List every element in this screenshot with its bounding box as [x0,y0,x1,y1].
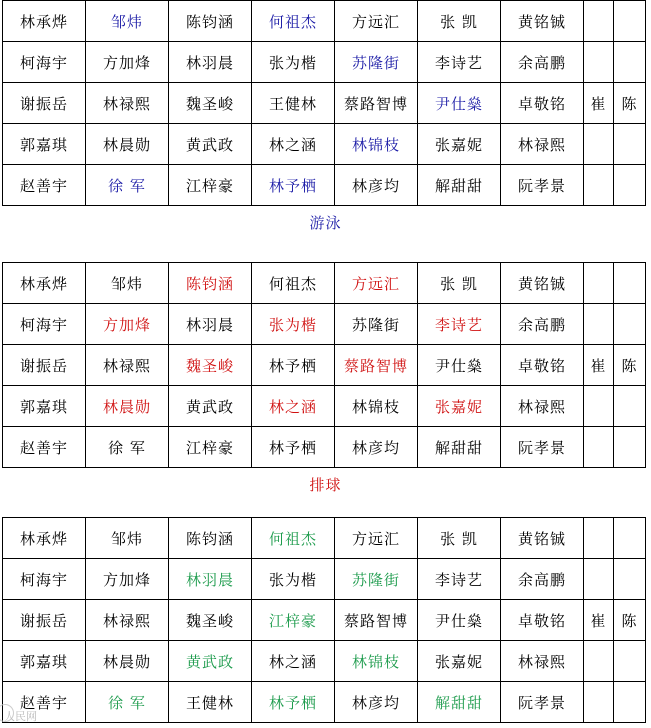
table-row [3,304,646,345]
name-cell: 柯海宇 [3,304,86,345]
table-row [3,124,646,165]
table-row [3,427,646,468]
name-cell: 江梓豪 [252,600,335,641]
name-cell: 余高鹏 [501,304,584,345]
name-cell: 郭嘉琪 [3,641,86,682]
name-cell: 林予栖 [252,345,335,386]
table-row [3,559,646,600]
name-cell: 陈钧涵 [169,263,252,304]
name-cell: 陈钧涵 [169,1,252,42]
name-cell: 方加烽 [86,304,169,345]
name-cell: 阮孝景 [501,427,584,468]
name-cell: 余高鹏 [501,42,584,83]
name-cell: 尹仕燊 [418,600,501,641]
table-row [3,600,646,641]
name-cell: 陈 [614,600,646,641]
empty-cell [584,263,614,304]
table-row [3,83,646,124]
table-row [3,263,646,304]
name-cell: 卓敬铭 [501,600,584,641]
empty-cell [614,1,646,42]
name-cell: 黄武政 [169,386,252,427]
name-cell: 苏隆街 [335,559,418,600]
empty-cell [614,263,646,304]
heading-volleyball: 排球 [309,476,342,494]
name-cell: 林彦均 [335,165,418,206]
name-cell: 苏隆街 [335,42,418,83]
name-cell: 崔 [584,600,614,641]
name-cell: 陈 [614,345,646,386]
seating-table-3 [2,517,646,723]
name-cell: 王健林 [252,83,335,124]
name-cell: 崔 [584,345,614,386]
name-cell: 张嘉妮 [418,124,501,165]
name-cell: 陈钧涵 [169,518,252,559]
name-cell: 方远汇 [335,263,418,304]
name-cell: 林之涵 [252,641,335,682]
name-cell: 林彦均 [335,682,418,723]
name-cell: 何祖杰 [252,263,335,304]
name-cell: 林羽晨 [169,42,252,83]
name-cell: 林晨勋 [86,124,169,165]
name-cell: 林禄熙 [86,345,169,386]
table-body [3,263,646,468]
table-row [3,345,646,386]
name-cell: 林之涵 [252,124,335,165]
name-cell: 余高鹏 [501,559,584,600]
name-cell: 李诗艺 [418,559,501,600]
name-cell: 王健林 [169,682,252,723]
name-cell: 林承烨 [3,263,86,304]
name-cell: 林之涵 [252,386,335,427]
name-cell: 林晨勋 [86,641,169,682]
name-cell: 林予栖 [252,165,335,206]
name-cell: 柯海宇 [3,42,86,83]
name-cell: 林予栖 [252,427,335,468]
name-cell: 卓敬铭 [501,83,584,124]
name-cell: 阮孝景 [501,682,584,723]
name-cell: 解甜甜 [418,427,501,468]
name-cell: 谢振岳 [3,345,86,386]
table-row [3,42,646,83]
empty-cell [614,641,646,682]
name-cell: 林禄熙 [501,641,584,682]
table-body [3,518,646,723]
empty-cell [614,386,646,427]
seating-table-2 [2,262,646,468]
name-cell: 谢振岳 [3,83,86,124]
table-row [3,641,646,682]
name-cell: 陈 [614,83,646,124]
name-cell: 魏圣峻 [169,83,252,124]
name-cell: 赵善宇 [3,165,86,206]
empty-cell [614,427,646,468]
name-cell: 林承烨 [3,1,86,42]
name-cell: 魏圣峻 [169,345,252,386]
name-cell: 林承烨 [3,518,86,559]
name-cell: 邹炜 [86,263,169,304]
empty-cell [614,518,646,559]
name-cell: 方加烽 [86,559,169,600]
name-cell: 张为楷 [252,559,335,600]
name-cell: 尹仕燊 [418,345,501,386]
name-cell: 苏隆街 [335,304,418,345]
name-cell: 林彦均 [335,427,418,468]
empty-cell [614,124,646,165]
name-cell: 徐 军 [86,165,169,206]
name-cell: 谢振岳 [3,600,86,641]
name-cell: 邹炜 [86,518,169,559]
name-cell: 解甜甜 [418,682,501,723]
name-cell: 林锦枝 [335,124,418,165]
empty-cell [614,682,646,723]
name-cell: 江梓豪 [169,427,252,468]
name-cell: 李诗艺 [418,304,501,345]
empty-cell [614,42,646,83]
name-cell: 黄铭铖 [501,1,584,42]
name-cell: 邹炜 [86,1,169,42]
name-cell: 黄铭铖 [501,518,584,559]
table-row [3,682,646,723]
name-cell: 张嘉妮 [418,641,501,682]
empty-cell [584,641,614,682]
name-cell: 黄武政 [169,124,252,165]
table-body [3,1,646,206]
name-cell: 何祖杰 [252,518,335,559]
name-cell: 赵善宇 [3,682,86,723]
name-cell: 张 凯 [418,263,501,304]
empty-cell [614,559,646,600]
name-cell: 方远汇 [335,1,418,42]
name-cell: 林锦枝 [335,386,418,427]
name-cell: 张 凯 [418,1,501,42]
name-cell: 林禄熙 [501,386,584,427]
name-cell: 张 凯 [418,518,501,559]
name-cell: 解甜甜 [418,165,501,206]
name-cell: 江梓豪 [169,165,252,206]
name-cell: 林禄熙 [86,83,169,124]
empty-cell [584,682,614,723]
name-cell: 方加烽 [86,42,169,83]
name-cell: 柯海宇 [3,559,86,600]
name-cell: 林予栖 [252,682,335,723]
name-cell: 郭嘉琪 [3,124,86,165]
empty-cell [584,559,614,600]
empty-cell [584,124,614,165]
empty-cell [584,386,614,427]
name-cell: 张嘉妮 [418,386,501,427]
name-cell: 林羽晨 [169,304,252,345]
name-cell: 魏圣峻 [169,600,252,641]
empty-cell [584,518,614,559]
empty-cell [614,165,646,206]
seating-table-1 [2,0,646,206]
name-cell: 阮孝景 [501,165,584,206]
name-cell: 徐 军 [86,682,169,723]
heading-swimming: 游泳 [309,214,342,232]
name-cell: 林锦枝 [335,641,418,682]
name-cell: 崔 [584,83,614,124]
table-row [3,518,646,559]
empty-cell [584,42,614,83]
watermark: 人民网 [4,710,37,723]
name-cell: 郭嘉琪 [3,386,86,427]
table-row [3,165,646,206]
name-cell: 尹仕燊 [418,83,501,124]
name-cell: 何祖杰 [252,1,335,42]
name-cell: 徐 军 [86,427,169,468]
name-cell: 黄铭铖 [501,263,584,304]
table-row [3,386,646,427]
empty-cell [584,165,614,206]
name-cell: 卓敬铭 [501,345,584,386]
name-cell: 林羽晨 [169,559,252,600]
name-cell: 张为楷 [252,42,335,83]
empty-cell [584,427,614,468]
name-cell: 黄武政 [169,641,252,682]
name-cell: 蔡路智博 [335,83,418,124]
name-cell: 赵善宇 [3,427,86,468]
empty-cell [584,1,614,42]
empty-cell [614,304,646,345]
table-row [3,1,646,42]
name-cell: 蔡路智博 [335,345,418,386]
name-cell: 林禄熙 [86,600,169,641]
name-cell: 张为楷 [252,304,335,345]
name-cell: 林禄熙 [501,124,584,165]
name-cell: 李诗艺 [418,42,501,83]
name-cell: 蔡路智博 [335,600,418,641]
name-cell: 林晨勋 [86,386,169,427]
empty-cell [584,304,614,345]
name-cell: 方远汇 [335,518,418,559]
